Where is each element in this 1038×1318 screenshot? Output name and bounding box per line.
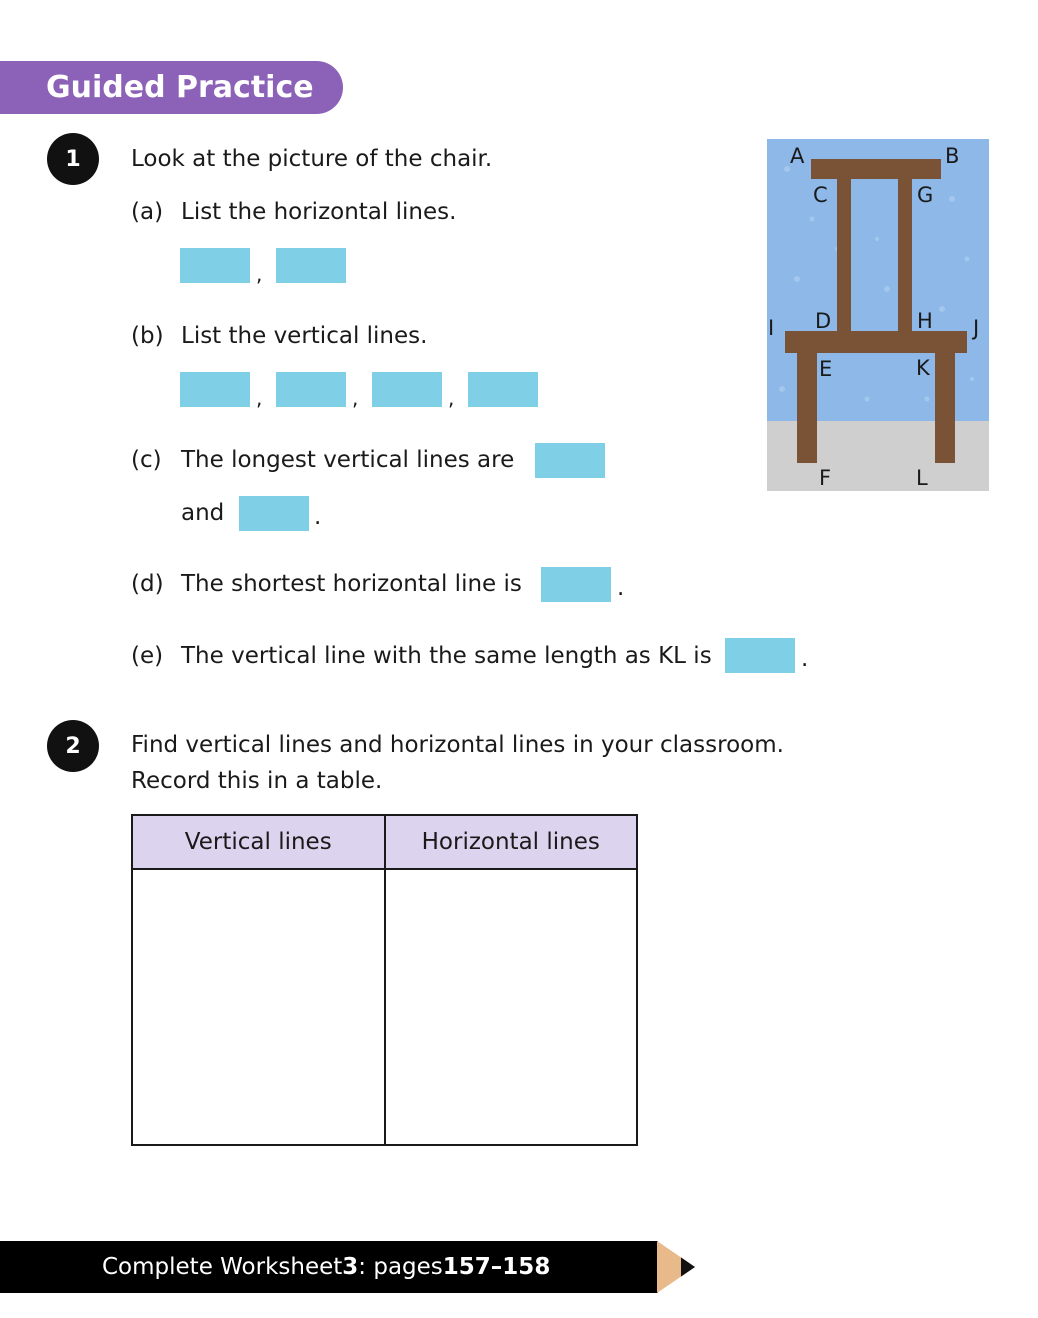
part-b-label: (b) <box>131 323 164 349</box>
point-label: F <box>819 466 832 490</box>
footer-pages: 157–158 <box>442 1254 551 1280</box>
point-label: G <box>917 183 934 207</box>
answer-box-a1[interactable] <box>180 248 250 283</box>
horizontal-lines-cell[interactable] <box>385 869 638 1145</box>
q2-line-2: Record this in a table. <box>131 768 383 794</box>
part-c-label: (c) <box>131 447 162 473</box>
worksheet-footer <box>0 1241 658 1293</box>
part-c-text: The longest vertical lines are <box>181 447 515 473</box>
comma: , <box>256 262 263 286</box>
answer-box-e[interactable] <box>725 638 795 673</box>
answer-box-b1[interactable] <box>180 372 250 407</box>
part-e-text: The vertical line with the same length as KL is <box>181 643 712 669</box>
answer-box-b2[interactable] <box>276 372 346 407</box>
column-header-vertical: Vertical lines <box>132 815 385 869</box>
comma: , <box>256 386 263 410</box>
point-label: L <box>916 466 928 490</box>
part-d-label: (d) <box>131 571 164 597</box>
part-a-text: List the horizontal lines. <box>181 199 457 225</box>
question-number-2 <box>47 720 99 772</box>
part-d-text: The shortest horizontal line is <box>181 571 522 597</box>
period: . <box>314 504 322 530</box>
point-label: J <box>973 316 980 340</box>
point-label: E <box>819 357 833 381</box>
comma: , <box>352 386 359 410</box>
point-label: K <box>916 356 930 380</box>
point-label: D <box>815 309 832 333</box>
answer-box-d[interactable] <box>541 567 611 602</box>
question-number-1 <box>47 133 99 185</box>
question-number-label: 2 <box>65 733 81 759</box>
point-label: C <box>813 183 828 207</box>
answer-box-b4[interactable] <box>468 372 538 407</box>
part-a-label: (a) <box>131 199 164 225</box>
q1-prompt: Look at the picture of the chair. <box>131 146 493 172</box>
part-c-and: and <box>181 500 225 526</box>
period: . <box>801 646 809 672</box>
answer-box-a2[interactable] <box>276 248 346 283</box>
comma: , <box>448 386 455 410</box>
point-label: I <box>768 316 775 340</box>
column-header-horizontal: Horizontal lines <box>385 815 638 869</box>
part-b-text: List the vertical lines. <box>181 323 428 349</box>
chair-picture <box>767 139 989 491</box>
q2-line-1: Find vertical lines and horizontal lines in your classroom. <box>131 732 784 758</box>
point-label: B <box>945 144 960 168</box>
question-number-label: 1 <box>65 146 81 172</box>
section-title: Guided Practice <box>46 70 314 105</box>
pencil-tip-icon <box>657 1241 695 1293</box>
period: . <box>617 575 625 601</box>
footer-prefix: Complete Worksheet <box>102 1254 343 1280</box>
part-e-label: (e) <box>131 643 164 669</box>
vertical-lines-cell[interactable] <box>132 869 385 1145</box>
answer-box-c1[interactable] <box>535 443 605 478</box>
answer-box-b3[interactable] <box>372 372 442 407</box>
point-label: A <box>790 144 805 168</box>
point-label: H <box>917 309 933 333</box>
footer-mid: : pages <box>358 1254 443 1280</box>
footer-sheet-number: 3 <box>342 1254 359 1280</box>
record-table <box>131 814 638 1146</box>
answer-box-c2[interactable] <box>239 496 309 531</box>
section-banner <box>0 61 343 114</box>
